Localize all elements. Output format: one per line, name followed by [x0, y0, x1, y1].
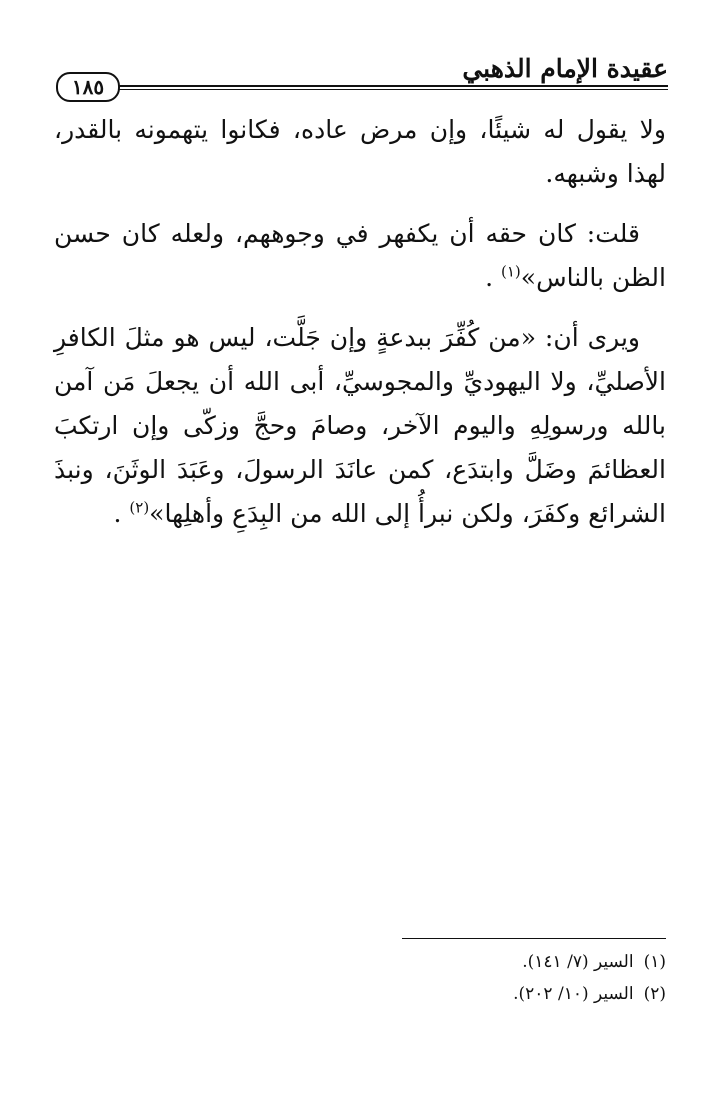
footnote-ref-2: (٢) [129, 498, 150, 517]
header-rule-thin [100, 89, 668, 90]
paragraph-2-end: . [485, 263, 501, 292]
paragraph-1 [54, 108, 666, 196]
header-rule [100, 85, 668, 87]
running-title: عقيدة الإمام الذهبي [462, 54, 668, 83]
footnote-separator [402, 938, 666, 939]
footnote-2-text: السير (١٠/ ٢٠٢). [513, 984, 634, 1004]
page-header [56, 52, 668, 99]
footnote-1-text: السير (٧/ ١٤١). [522, 952, 634, 972]
footnote-1-number: (١) [643, 952, 666, 972]
paragraph-2-text: قلت: كان حقه أن يكفهر في وجوههم، ولعله كان حسن الظن بالناس» [54, 219, 666, 292]
paragraph-3-text: ويرى أن: «من كُفِّرَ ببدعةٍ وإن جَلَّت، ليس هو مثلَ الكافرِ الأصليِّ، ولا اليهوديِّ والمجوسيِّ، أبى الله أن يجعلَ مَن آمن بالله ورسولِهِ واليوم الآخر، وصامَ وحجَّ وزكّى وإن ارتكبَ العظائمَ وضَلَّ وابتدَع، كمن عانَدَ الرسولَ، وعَبَدَ الوثَنَ، ونبذَ الشرائع وكفَرَ، ولكن نبرأُ إلى الله من البِدَعِ وأهلِها» [54, 323, 666, 528]
page-number: ١٨٥ [56, 72, 120, 102]
paragraph-1-text: ولا يقول له شيئًا، وإن مرض عاده، فكانوا يتهمونه بالقدر، لهذا وشبهه. [54, 115, 666, 188]
footnote-2 [266, 978, 666, 1010]
paragraph-2 [54, 212, 666, 300]
main-text [54, 108, 666, 552]
footnote-2-number: (٢) [643, 984, 666, 1004]
paragraph-3 [54, 316, 666, 536]
footnote-ref-1: (١) [501, 262, 521, 281]
paragraph-3-end: . [113, 499, 130, 528]
footnote-1 [266, 946, 666, 978]
footnotes [266, 946, 666, 1010]
